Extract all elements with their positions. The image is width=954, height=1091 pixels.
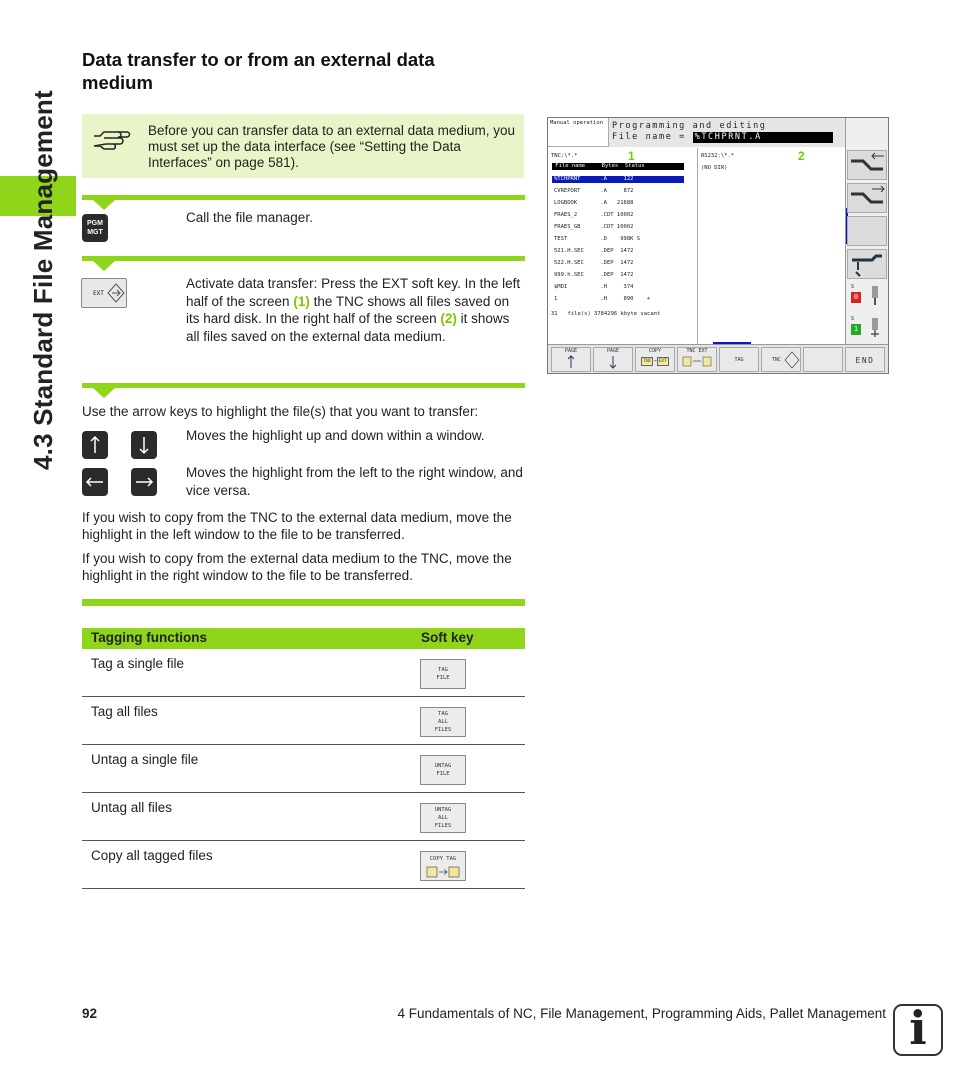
file-row[interactable]: $MDI .H 374 — [554, 284, 634, 290]
tag-soft-key[interactable]: TAG — [719, 347, 759, 372]
table-row: Untag all files UNTAG ALL FILES — [82, 793, 525, 841]
step-divider — [82, 383, 525, 388]
arrow-right-icon — [134, 476, 154, 488]
arrow-down-icon — [608, 355, 618, 369]
table-row: Tag a single file TAG FILE — [82, 649, 525, 697]
copy-tag-soft-key[interactable]: COPY TAG — [420, 851, 466, 881]
arrow-down-key[interactable] — [131, 431, 157, 459]
pgm-mgt-key[interactable]: PGM MGT — [82, 214, 108, 242]
spindle-icon — [869, 286, 881, 306]
spindle-off-indicator[interactable]: S 0 — [849, 284, 885, 310]
untag-all-files-soft-key[interactable]: UNTAG ALL FILES — [420, 803, 466, 833]
step-arrow — [93, 200, 115, 210]
para-ext-to-tnc: If you wish to copy from the external data medium to the TNC, move the highlight in the right window to the file to be transferred. — [82, 551, 512, 583]
arrow-up-icon — [566, 355, 576, 369]
tag-file-soft-key[interactable]: TAG FILE — [420, 659, 466, 689]
page-heading: Data transfer to or from an external data medium — [82, 49, 435, 93]
table-header — [82, 628, 525, 649]
marker-2: 2 — [798, 149, 805, 163]
table-row: Untag a single file UNTAG FILE — [82, 745, 525, 793]
table-col-functions: Tagging functions — [91, 630, 207, 645]
side-key-1[interactable] — [847, 150, 887, 180]
tag-all-files-soft-key[interactable]: TAG ALL FILES — [420, 707, 466, 737]
tnc-soft-key[interactable]: TNC — [761, 347, 801, 372]
info-icon: i — [893, 1004, 943, 1056]
step-2-text: Activate data transfer: Press the EXT soft key. In the left half of the screen (1) the TNC shows all files saved on its hard disk. In the right half of the screen (2) it shows all files saved on the external data medium. — [186, 276, 521, 344]
table-row: Tag all files TAG ALL FILES — [82, 697, 525, 745]
side-key-3[interactable] — [847, 216, 887, 246]
file-row[interactable]: 521.H.SEC .DEP 1472 — [554, 248, 634, 254]
tnc-file-window[interactable]: TNC:\*.* File name Bytes Status %TCHPRNT .A 122 CVREPORT .A 872 LOGBOOK .A 21688 FRAES_2 .CDT 10002 FRAES_GB .CDT 10002 TEST .D 998K S 521.H.SEC .DEP 1472 522.H.SEC .DEP 1472 999.h.SEC .DEP 1472 $MDI .H 374 1 .H 890 + 31 file(s) 3784296 kbyte vacant 1 — [548, 148, 698, 344]
bottom-soft-keys — [548, 344, 888, 373]
file-row[interactable]: 999.h.SEC .DEP 1472 — [554, 272, 634, 278]
file-row[interactable]: 1 .H 890 + — [554, 296, 651, 302]
operating-mode: Manual operation — [550, 120, 603, 126]
file-list-header: File name Bytes Status — [552, 163, 684, 170]
arrow-down-icon — [138, 435, 150, 455]
copy-files-icon — [682, 355, 712, 367]
file-row[interactable]: TEST .D 998K S — [554, 236, 641, 242]
screen-title: Programming and editing File name = %TCHPRNT.A — [608, 118, 845, 147]
pointing-hand-icon — [92, 124, 132, 150]
page-up-soft-key[interactable]: PAGE — [551, 347, 591, 372]
spindle-icon — [869, 318, 881, 338]
file-row[interactable]: LOGBOOK .A 21688 — [554, 200, 634, 206]
section-divider — [82, 599, 525, 606]
arrow-leftright-text: Moves the highlight from the left to the right window, and vice versa. — [186, 465, 523, 498]
path-icon — [848, 151, 886, 179]
page-number: 92 — [82, 1006, 98, 1021]
marker-1: 1 — [628, 149, 635, 163]
arrow-right-key[interactable] — [131, 468, 157, 496]
copy-soft-key[interactable]: COPY TNC → EXT — [635, 347, 675, 372]
untag-file-soft-key[interactable]: UNTAG FILE — [420, 755, 466, 785]
side-key-4[interactable] — [847, 249, 887, 279]
spindle-on-indicator[interactable]: S 1 — [849, 316, 885, 342]
file-row[interactable]: 522.H.SEC .DEP 1472 — [554, 260, 634, 266]
empty-soft-key[interactable] — [803, 347, 843, 372]
end-soft-key[interactable]: END — [845, 347, 885, 372]
page-down-soft-key[interactable]: PAGE — [593, 347, 633, 372]
disk-summary: 31 file(s) 3784296 kbyte vacant — [551, 311, 661, 317]
step-divider — [82, 256, 525, 261]
file-name-field[interactable]: %TCHPRNT.A — [693, 132, 833, 143]
copy-files-icon — [425, 864, 461, 878]
step-arrow — [93, 388, 115, 398]
screen-header — [548, 118, 845, 147]
para-tnc-to-ext: If you wish to copy from the TNC to the external data medium, move the highlight in the left window to the file to be transferred. — [82, 510, 512, 542]
transfer-arrow-icon — [784, 351, 800, 369]
side-key-2[interactable] — [847, 183, 887, 213]
transfer-arrow-icon — [107, 283, 125, 303]
arrow-intro: Use the arrow keys to highlight the file(s) that you want to transfer: — [82, 404, 479, 419]
ext-file-window[interactable]: RS232:\*.* (NO DIR) 2 — [698, 148, 845, 344]
file-row[interactable]: FRAES_GB .CDT 10002 — [554, 224, 634, 230]
path-icon — [848, 184, 886, 212]
tnc-ext-soft-key[interactable]: TNC EXT — [677, 347, 717, 372]
arrow-left-key[interactable] — [82, 468, 108, 496]
note-text: Before you can transfer data to an external data medium, you must set up the data interface (see “Setting the Data Interfaces” on page 581). — [148, 123, 515, 170]
file-row[interactable]: %TCHPRNT .A 122 — [554, 176, 634, 182]
file-row[interactable]: CVREPORT .A 872 — [554, 188, 634, 194]
table-row: Copy all tagged files COPY TAG — [82, 841, 525, 889]
step-divider — [82, 195, 525, 200]
ext-soft-key[interactable]: EXT — [81, 278, 127, 308]
side-soft-keys — [845, 118, 888, 344]
step-arrow — [93, 261, 115, 271]
arrow-left-icon — [85, 476, 105, 488]
table-col-softkey: Soft key — [421, 630, 474, 645]
coolant-icon — [848, 250, 886, 278]
arrow-updown-text: Moves the highlight up and down within a window. — [186, 428, 485, 443]
footer-chapter: 4 Fundamentals of NC, File Management, Programming Aids, Pallet Management — [397, 1006, 886, 1021]
tnc-screen — [547, 117, 889, 374]
section-title-vertical: 4.3 Standard File Management — [28, 90, 58, 470]
arrow-up-key[interactable] — [82, 431, 108, 459]
file-row[interactable]: FRAES_2 .CDT 10002 — [554, 212, 634, 218]
step-1-text: Call the file manager. — [186, 210, 313, 225]
arrow-up-icon — [89, 435, 101, 455]
